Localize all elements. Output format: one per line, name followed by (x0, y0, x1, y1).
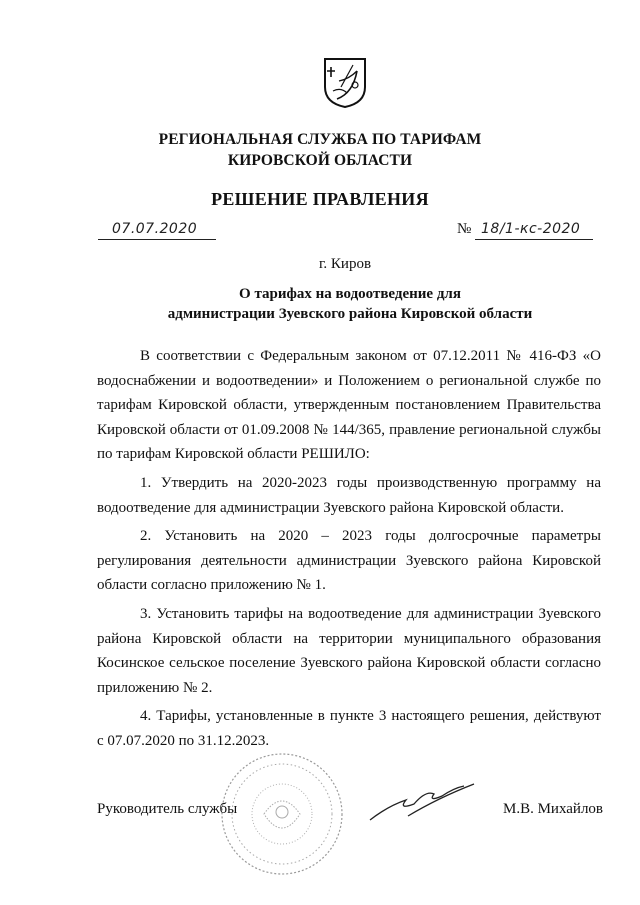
document-date-field (98, 221, 216, 240)
document-type-title: РЕШЕНИЕ ПРАВЛЕНИЯ (211, 189, 429, 209)
signatory-name: М.В. Михайлов (503, 801, 604, 817)
subject-line1: О тарифах на водоотведение для (239, 286, 461, 302)
handwritten-signature-icon (368, 776, 478, 824)
number-sign: № (457, 221, 472, 237)
subject-line2: администрации Зуевского района Кировской области (167, 306, 533, 322)
clause-paragraph: 4. Тарифы, установленные в пункте 3 настоящего решения, действуют с 07.07.2020 по 31.12.2023. (97, 708, 601, 749)
signatory-position: Руководитель службы (97, 801, 238, 817)
preamble-paragraph: В соответствии с Федеральным законом от 07.12.2011 № 416-ФЗ «О водоснабжении и водоотведении» и Положением о региональной службе по тарифам Кировской области, утвержденным постановлением Правительства Кировской области от 01.09.2008 № 144/365, правление региональной службы по тарифам Кировской области РЕШИЛО: (97, 348, 601, 463)
clause-paragraph: 1. Утвердить на 2020-2023 годы производственную программу на водоотведение для администрации Зуевского района Кировской области. (97, 474, 601, 516)
coat-of-arms-icon (323, 57, 367, 109)
document-date: 07.07.2020 (112, 221, 198, 237)
clause-paragraph: 3. Установить тарифы на водоотведение для администрации Зуевского района Кировской области на территории муниципального образования Косинское сельское поселение Зуевского района Кировской области согласно приложению № 2. (97, 605, 601, 696)
document-number-field (475, 221, 593, 240)
organization-name-line2: КИРОВСКОЙ ОБЛАСТИ (227, 152, 413, 169)
clause-paragraph: 2. Установить на 2020 – 2023 годы долгосрочные параметры регулирования деятельности администрации Зуевского района Кировской области согласно приложению № 1. (97, 528, 601, 594)
organization-name-line1: РЕГИОНАЛЬНАЯ СЛУЖБА ПО ТАРИФАМ (158, 131, 482, 148)
official-seal-icon (218, 750, 346, 878)
document-number: 18/1-кс-2020 (481, 221, 581, 237)
city-label: г. Киров (318, 256, 372, 272)
document-body (97, 344, 601, 758)
